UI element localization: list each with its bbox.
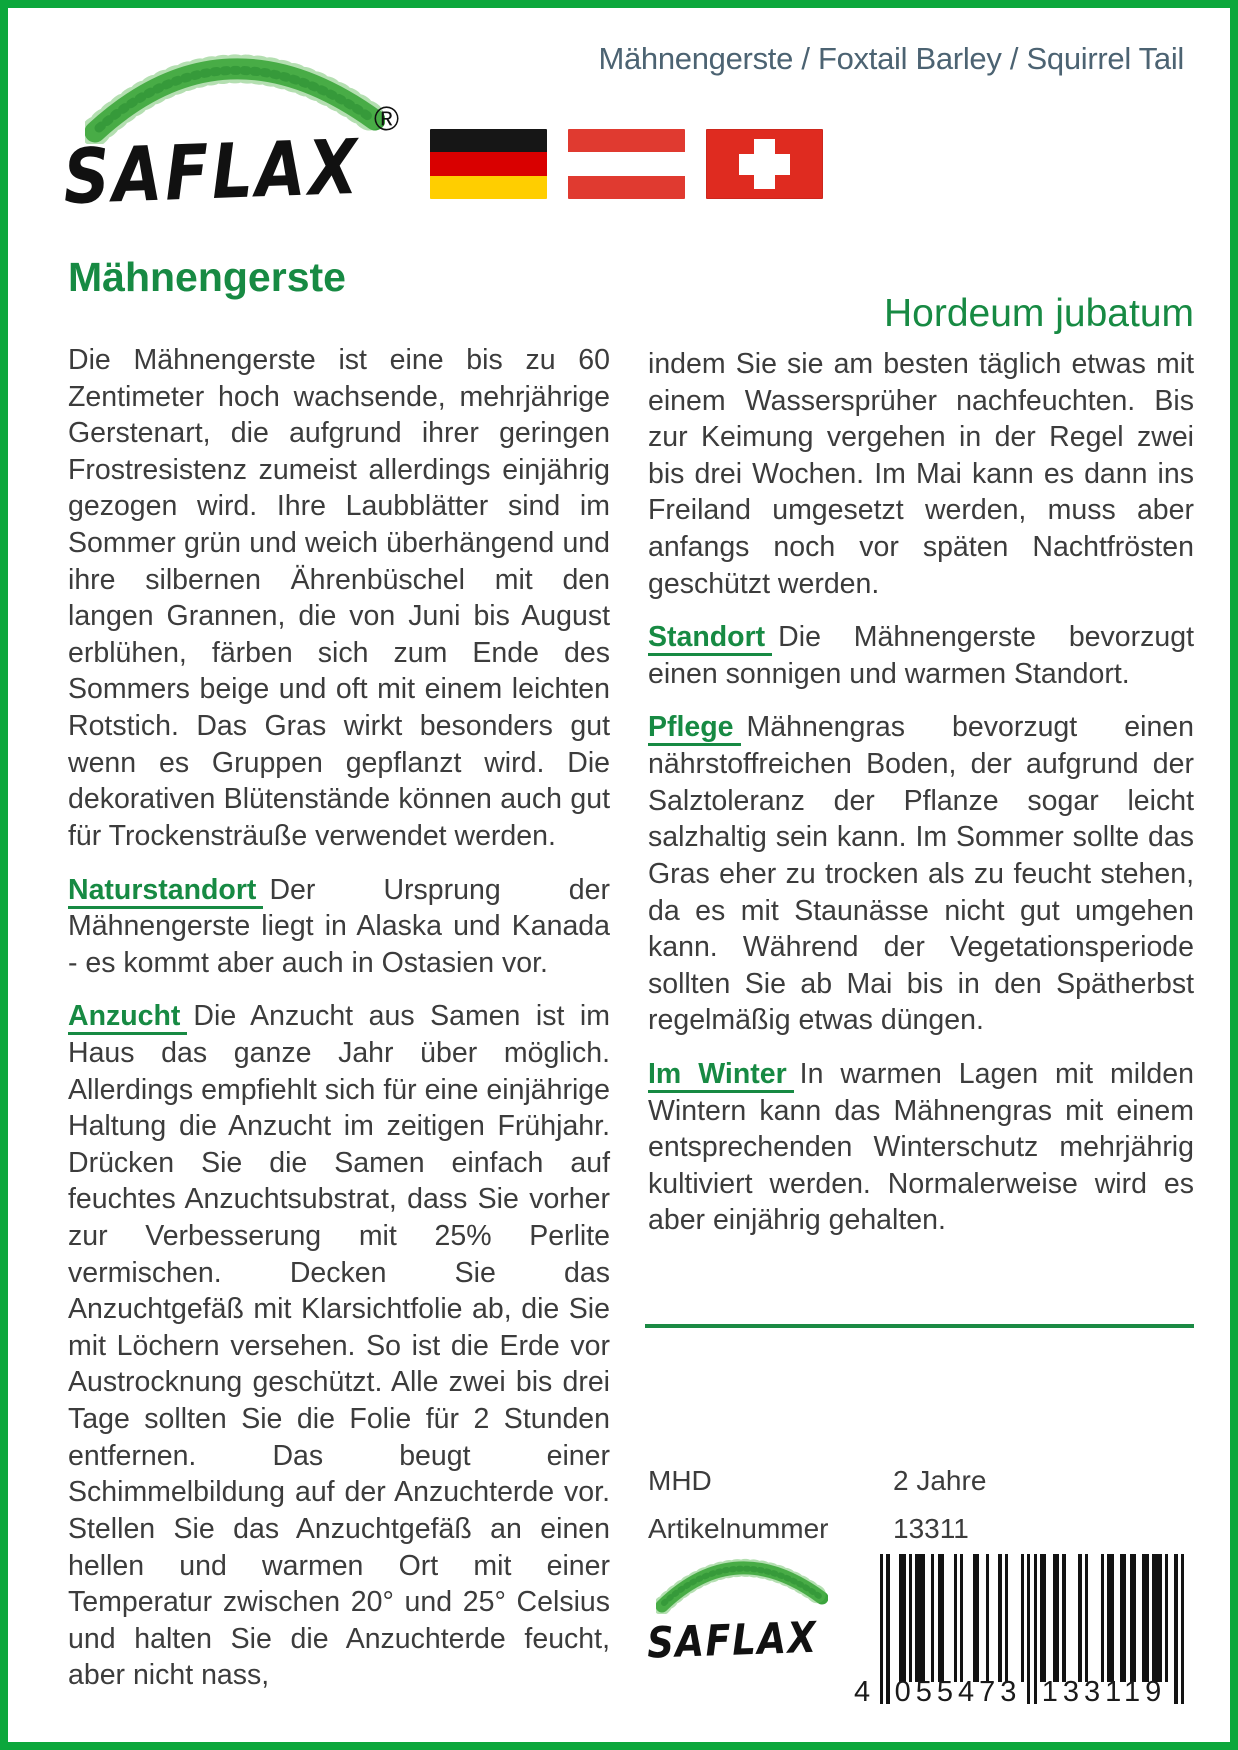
barcode-bar [1174, 1554, 1177, 1704]
barcode-bar [1078, 1554, 1081, 1682]
barcode-bar [909, 1554, 912, 1682]
section-text: Die Anzucht aus Samen ist im Haus das ganze Jahr über möglich. Allerdings empfiehlt sich für eine einjährige Haltung die Anzucht im zeitigen Frühjahr. Drücken Sie die Samen einfach auf feuchtes Anzuchtsubstrat, dass Sie vorher zur Verbesserung mit 25% Perlite vermischen. Decken Sie das Anzuchtgefäß mit Klarsichtfolie ab, die Sie mit Löchern versehen. So ist die Erde vor Austrocknung geschützt. Alle zwei bis drei Tage sollten Sie die Folie für 2 Stunden entfernen. Das beugt einer Schimmelbildung auf der Anzuchterde vor. Stellen Sie das Anzuchtgefäß an einen hellen und warmen Ort mit einer Temperatur zwischen 20° und 25° Celsius und halten Sie die Anzuchterde feucht, aber nicht nass, [68, 1000, 610, 1692]
section-heading: Anzucht [68, 1000, 187, 1035]
section-pflege [648, 709, 1194, 1038]
barcode-bar [1034, 1554, 1037, 1704]
barcode [854, 1554, 1200, 1729]
flag-germany [430, 129, 547, 199]
section-standort [648, 619, 1194, 692]
brand-arc-icon [656, 1552, 828, 1614]
footer-divider-line [645, 1324, 1194, 1328]
section-text: Die Mähnengerste bevorzugt einen sonnigen und warmen Standort. [648, 621, 1194, 690]
brand-wordmark: SAFLAX [646, 1612, 819, 1668]
barcode-bar [1062, 1554, 1065, 1682]
product-title: Mähnengerste / Foxtail Barley / Squirrel Tail [598, 41, 1184, 76]
barcode-bar [954, 1554, 957, 1682]
flag-stripe [568, 176, 685, 199]
barcode-bar [1110, 1554, 1113, 1682]
barcode-bar [1027, 1554, 1030, 1704]
barcode-bar [1021, 1554, 1024, 1682]
section-heading: Pflege [648, 711, 741, 746]
barcode-digits-right: 133119 [1041, 1676, 1167, 1708]
barcode-bar [902, 1554, 905, 1682]
barcode-bar [998, 1554, 1001, 1682]
barcode-bar [886, 1554, 889, 1704]
section-text: Mähnengras bevorzugt einen nährstoffreichen Boden, der aufgrund der Salztoleranz der Pflanze sogar leicht salzhaltig sein kann. Im Sommer sollte das Gras eher zu trocken als zu feucht stehen, da es mit Staunässe nicht gut umgehen kann. Während der Vegetationsperiode sollten Sie ab Mai bis in den Spätherbst regelmäßig etwas düngen. [648, 711, 1194, 1037]
latin-name-title: Hordeum jubatum [884, 292, 1194, 335]
mhd-label: MHD [648, 1465, 712, 1496]
barcode-bar [1123, 1554, 1126, 1682]
section-heading: Standort [648, 621, 772, 656]
mhd-value: 2 Jahre [893, 1465, 987, 1496]
flag-stripe [568, 152, 685, 175]
barcode-digit-prefix: 4 [854, 1676, 871, 1708]
barcode-bar [931, 1554, 934, 1682]
barcode-digits-left: 055473 [894, 1676, 1022, 1708]
brand-wordmark: SAFLAX [61, 124, 362, 222]
barcode-bar [1085, 1554, 1088, 1682]
barcode-bar [1005, 1554, 1008, 1682]
barcode-bar [960, 1554, 963, 1682]
section-heading: Naturstandort [68, 874, 263, 909]
section-naturstandort [68, 872, 610, 982]
section-anzucht [68, 998, 610, 1694]
artikelnummer-value: 13311 [893, 1513, 969, 1544]
barcode-bar [880, 1554, 883, 1704]
section-heading: Im Winter [648, 1058, 794, 1093]
continuation-paragraph: indem Sie sie am besten täglich etwas mit einem Wassersprüher nachfeuchten. Bis zur Keimung vergehen in der Regel zwei bis drei Wochen. Im Mai kann es dann ins Freiland umgesetzt werden, muss aber anfangs noch vor späten Nachtfrösten geschützt werden. [648, 348, 1194, 600]
barcode-bar [976, 1554, 979, 1682]
barcode-bar [1101, 1554, 1104, 1682]
barcode-bar [922, 1554, 925, 1682]
flag-stripe [430, 129, 547, 152]
flag-stripe [430, 176, 547, 199]
barcode-bar [1181, 1554, 1184, 1704]
flag-austria [568, 129, 685, 199]
barcode-bar [1165, 1554, 1168, 1682]
saflax-footer-logo [648, 1550, 838, 1666]
barcode-bar [1056, 1554, 1059, 1682]
left-text-column [68, 342, 610, 1694]
saflax-logo [61, 34, 399, 222]
right-text-column [648, 346, 1194, 1239]
swiss-cross [739, 154, 790, 175]
page-title: Mähnengerste [68, 254, 346, 300]
intro-paragraph: Die Mähnengerste ist eine bis zu 60 Zentimeter hoch wachsende, mehrjährige Gerstenart, die aufgrund ihrer geringen Frostresistenz zumeist allerdings einjährig gezogen wird. Ihre Laubblätter sind im Sommer grün und weich überhängend und ihre silbernen Ährenbüschel mit den langen Grannen, die von Juni bis August erblühen, färben sich zum Ende des Sommers beige und oft mit einem leichten Rotstich. Das Gras wirkt besonders gut wenn es Gruppen gepflanzt wird. Die dekorativen Blütenstände können auch gut für Trockensträuße verwendet werden. [68, 344, 610, 852]
flag-row [430, 129, 823, 199]
barcode-bar [1146, 1554, 1149, 1682]
barcode-bar [1133, 1554, 1136, 1682]
flag-stripe [430, 152, 547, 175]
barcode-bar [986, 1554, 989, 1682]
section-text: In warmen Lagen mit milden Wintern kann das Mähnengras mit einem entsprechenden Winterschutz mehrjährig kultiviert werden. Normalerweise wird es aber einjährig gehalten. [648, 1057, 1194, 1237]
artikelnummer-label: Artikelnummer [648, 1513, 829, 1544]
registered-mark: ® [373, 100, 399, 138]
section-im-winter [648, 1056, 1194, 1239]
barcode-bar [941, 1554, 944, 1682]
barcode-bar [1043, 1554, 1046, 1682]
flag-switzerland [706, 129, 823, 199]
flag-stripe [568, 129, 685, 152]
barcode-bar [1158, 1554, 1161, 1682]
section-text: Der Ursprung der Mähnengerste liegt in Alaska und Kanada - es kommt aber auch in Ostasien vor. [68, 873, 610, 979]
